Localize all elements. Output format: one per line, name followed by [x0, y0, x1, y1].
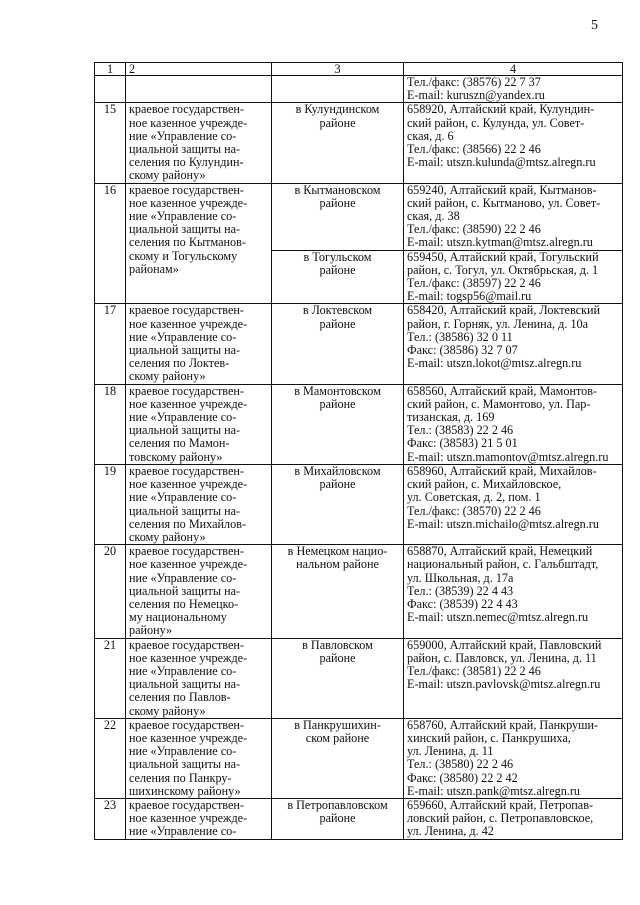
row-number: 16 [95, 183, 126, 304]
contact-email[interactable]: E-mail: utszn.kytman@mtsz.alregn.ru [407, 235, 593, 250]
cell-line: ное казенное учрежде- [129, 195, 248, 210]
org-cell [126, 718, 272, 798]
contact-line: Тел./факс: (38597) 22 2 46 [407, 276, 541, 291]
cell-line: шихинскому району» [129, 783, 241, 798]
cell-line: циальной защиты на- [129, 343, 241, 358]
row-number: 22 [95, 718, 126, 798]
cell-line: циальной защиты на- [129, 503, 241, 518]
header-col-4: 4 [404, 63, 623, 76]
cell-line: циальной защиты на- [129, 222, 241, 237]
cell-line: циальной защиты на- [129, 142, 241, 157]
cell-line: в Локтевском [302, 303, 373, 318]
contacts-cell [404, 76, 623, 103]
district-cell [272, 718, 404, 798]
cell-line: краевое государствен- [129, 102, 244, 117]
cell-line: селения по Павлов- [129, 690, 231, 705]
contacts-cell [404, 798, 623, 839]
cell-line: ние «Управление со- [129, 744, 237, 759]
page-number: 5 [591, 18, 598, 33]
cell-line: краевое государствен- [129, 544, 244, 559]
cell-line: ное казенное учрежде- [129, 557, 248, 572]
org-cell [126, 76, 272, 103]
cell-line: циальной защиты на- [129, 583, 241, 598]
contact-email[interactable]: E-mail: utszn.pank@mtsz.alregn.ru [407, 783, 580, 798]
cell-line: ное казенное учрежде- [129, 396, 248, 411]
cell-line: селения по Кулундин- [129, 155, 244, 170]
cell-line: ное казенное учрежде- [129, 650, 248, 665]
cell-line: в Панкрушихин- [294, 718, 381, 732]
contact-email[interactable]: E-mail: togsp56@mail.ru [407, 289, 532, 304]
cell-line: ском районе [305, 730, 370, 745]
cell-line: ное казенное учрежде- [129, 477, 248, 492]
district-cell [272, 798, 404, 839]
cell-line: краевое государствен- [129, 183, 244, 197]
cell-line: районе [319, 396, 356, 411]
row-number: 18 [95, 384, 126, 464]
contact-line: хинский район, с. Панкрушиха, [407, 730, 571, 745]
contact-line: Тел.: (38583) 22 2 46 [407, 423, 514, 438]
cell-line: селения по Локтев- [129, 356, 230, 371]
table-row [95, 103, 623, 183]
contact-email[interactable]: E-mail: utszn.kulunda@mtsz.alregn.ru [407, 155, 596, 170]
cell-line: селения по Кытманов- [129, 235, 246, 250]
cell-line: товскому району» [129, 449, 223, 464]
cell-line: краевое государствен- [129, 638, 244, 652]
contact-line: Факс: (38583) 21 5 01 [407, 436, 518, 451]
table-body [95, 103, 623, 839]
cell-line: селения по Панкру- [129, 770, 232, 785]
table-header-row [95, 63, 623, 76]
cell-line: в Михайловском [294, 464, 381, 478]
contact-line: Факс: (38580) 22 2 42 [407, 770, 518, 785]
org-cell [126, 798, 272, 839]
contact-line: Тел./факс: (38576) 22 7 37 [407, 75, 541, 89]
cell-line: му национальному [129, 610, 227, 625]
contact-line: ская, д. 6 [407, 128, 454, 143]
district-cell [272, 103, 404, 183]
cell-line: ние «Управление со- [129, 824, 237, 839]
contact-line: ский район, с. Михайловское, [407, 477, 562, 492]
cell-line: скому району» [129, 529, 206, 544]
cell-line: в Кытмановском [294, 183, 381, 197]
cell-line: краевое государствен- [129, 718, 244, 732]
contact-line: Тел./факс: (38590) 22 2 46 [407, 222, 541, 237]
contact-line: ул. Ленина, д. 42 [407, 824, 494, 839]
contact-line: Тел.: (38586) 32 0 11 [407, 329, 513, 344]
contacts-cell [404, 464, 623, 544]
district-cell [272, 464, 404, 544]
row-number: 15 [95, 103, 126, 183]
cell-line: районам» [129, 261, 179, 276]
contact-line: 658560, Алтайский край, Мамонтов- [407, 384, 598, 398]
contacts-cell [404, 103, 623, 183]
contact-email[interactable]: E-mail: utszn.pavlovsk@mtsz.alregn.ru [407, 677, 601, 692]
district-cell [272, 384, 404, 464]
cell-line: скому району» [129, 168, 206, 183]
contact-line: 658870, Алтайский край, Немецкий [407, 544, 593, 559]
cell-line: ние «Управление со- [129, 128, 237, 143]
district-cell [272, 545, 404, 638]
contact-line: район, г. Горняк, ул. Ленина, д. 10а [407, 316, 589, 331]
cell-line: циальной защиты на- [129, 677, 241, 692]
header-col-3: 3 [272, 63, 404, 76]
contact-line: Тел./факс: (38566) 22 2 46 [407, 142, 541, 157]
cell-line: районе [319, 262, 356, 277]
contact-line: ский район, с. Кытманово, ул. Совет- [407, 195, 601, 210]
contact-line: ская, д. 38 [407, 209, 460, 224]
cell-line: районе [319, 195, 356, 210]
cell-line: районе [319, 811, 356, 826]
org-cell [126, 304, 272, 384]
contact-line: Факс: (38539) 22 4 43 [407, 596, 518, 611]
table-row [95, 798, 623, 839]
cell-line: районе [319, 115, 356, 130]
contact-line: ул. Школьная, д. 17а [407, 570, 514, 585]
cell-line: районе [319, 477, 356, 492]
table-row-continuation [95, 76, 623, 103]
contact-line: Тел.: (38539) 22 4 43 [407, 583, 514, 598]
cell-line: в Мамонтовском [294, 384, 381, 398]
district-cell [272, 638, 404, 718]
row-number: 21 [95, 638, 126, 718]
contact-line: тизанская, д. 169 [407, 410, 495, 425]
cell-line: краевое государствен- [129, 303, 244, 318]
contacts-cell [404, 183, 623, 250]
district-cell [272, 250, 404, 304]
cell-line: циальной защиты на- [129, 423, 241, 438]
cell-line: краевое государствен- [129, 464, 244, 478]
contact-line: ский район, с. Кулунда, ул. Совет- [407, 115, 585, 130]
cell-line: ние «Управление со- [129, 410, 237, 425]
header-col-1: 1 [95, 63, 126, 76]
table-row [95, 718, 623, 798]
cell-line: скому району» [129, 369, 206, 384]
contact-line: Тел./факс: (38581) 22 2 46 [407, 663, 541, 678]
contacts-cell [404, 250, 623, 304]
cell-line: ние «Управление со- [129, 490, 237, 505]
cell-line: ние «Управление со- [129, 570, 237, 585]
org-cell [126, 384, 272, 464]
row-number: 19 [95, 464, 126, 544]
row-number: 20 [95, 545, 126, 638]
contact-line: 659240, Алтайский край, Кытманов- [407, 183, 597, 197]
table-row [95, 304, 623, 384]
org-cell [126, 183, 272, 304]
contact-line: Тел.: (38580) 22 2 46 [407, 757, 514, 772]
org-cell [126, 545, 272, 638]
institutions-table [94, 62, 623, 840]
cell-line: ное казенное учрежде- [129, 316, 248, 331]
contact-line: ул. Ленина, д. 11 [407, 744, 494, 759]
cell-line: в Петропавловском [287, 798, 388, 812]
cell-line: нальном районе [296, 557, 379, 572]
table-row [95, 545, 623, 638]
cell-line: в Немецком нацио- [287, 544, 388, 559]
contact-email[interactable]: E-mail: utszn.michailo@mtsz.alregn.ru [407, 516, 599, 531]
contact-line: национальный район, с. Гальбштадт, [407, 557, 599, 572]
cell-line: скому району» [129, 703, 206, 718]
cell-line: в Павловском [302, 638, 373, 652]
district-cell [272, 304, 404, 384]
contacts-cell [404, 384, 623, 464]
cell-line: циальной защиты на- [129, 757, 241, 772]
district-cell [272, 183, 404, 250]
contact-line: район, с. Павловск, ул. Ленина, д. 11 [407, 650, 597, 665]
contacts-cell [404, 545, 623, 638]
contact-email[interactable]: E-mail: utszn.mamontov@mtsz.alregn.ru [407, 449, 609, 464]
cell-line: краевое государствен- [129, 384, 244, 398]
cell-line: селения по Мамон- [129, 436, 230, 451]
cell-line: ное казенное учрежде- [129, 730, 248, 745]
cell-line: в Кулундинском [295, 102, 380, 117]
table-row [95, 464, 623, 544]
org-cell [126, 464, 272, 544]
contact-line: район, с. Тогул, ул. Октябрьская, д. 1 [407, 262, 599, 277]
cell-line: районе [319, 316, 356, 331]
cell-line: ное казенное учрежде- [129, 811, 248, 826]
contact-line: 658420, Алтайский край, Локтевский [407, 303, 601, 318]
contact-line: Тел./факс: (38570) 22 2 46 [407, 503, 541, 518]
row-number [95, 76, 126, 103]
cell-line: селения по Михайлов- [129, 516, 247, 531]
cell-line: району» [129, 623, 173, 638]
cell-line: ние «Управление со- [129, 209, 237, 224]
contacts-cell [404, 304, 623, 384]
contact-line: ловский район, с. Петропавловское, [407, 811, 594, 826]
cell-line: ное казенное учрежде- [129, 115, 248, 130]
contact-email[interactable]: E-mail: utszn.lokot@mtsz.alregn.ru [407, 356, 582, 371]
contact-line: Факс: (38586) 32 7 07 [407, 343, 518, 358]
header-col-2: 2 [126, 63, 272, 76]
cell-line: в Тогульском [303, 250, 372, 264]
org-cell [126, 638, 272, 718]
table-row [95, 638, 623, 718]
cell-line: ние «Управление со- [129, 329, 237, 344]
org-cell [126, 103, 272, 183]
contact-line: ул. Советская, д. 2, пом. 1 [407, 490, 541, 505]
contact-line: 659000, Алтайский край, Павловский [407, 638, 602, 652]
row-number: 23 [95, 798, 126, 839]
contacts-cell [404, 718, 623, 798]
table-row [95, 183, 623, 250]
cell-line: краевое государствен- [129, 798, 244, 812]
contacts-cell [404, 638, 623, 718]
table-row [95, 384, 623, 464]
cell-line: ние «Управление со- [129, 663, 237, 678]
cell-line: селения по Немецко- [129, 596, 239, 611]
contact-email[interactable]: E-mail: kuruszn@yandex.ru [407, 88, 545, 103]
contact-email[interactable]: E-mail: utszn.nemec@mtsz.alregn.ru [407, 610, 589, 625]
district-cell [272, 76, 404, 103]
row-number: 17 [95, 304, 126, 384]
contact-line: 658760, Алтайский край, Панкруши- [407, 718, 599, 732]
contact-line: 659660, Алтайский край, Петропав- [407, 798, 594, 812]
cell-line: районе [319, 650, 356, 665]
cell-line: скому и Тогульскому [129, 248, 238, 263]
contact-line: 658920, Алтайский край, Кулундин- [407, 102, 595, 117]
contact-line: ский район, с. Мамонтово, ул. Пар- [407, 396, 591, 411]
contact-line: 658960, Алтайский край, Михайлов- [407, 464, 597, 478]
contact-line: 659450, Алтайский край, Тогульский [407, 250, 599, 264]
